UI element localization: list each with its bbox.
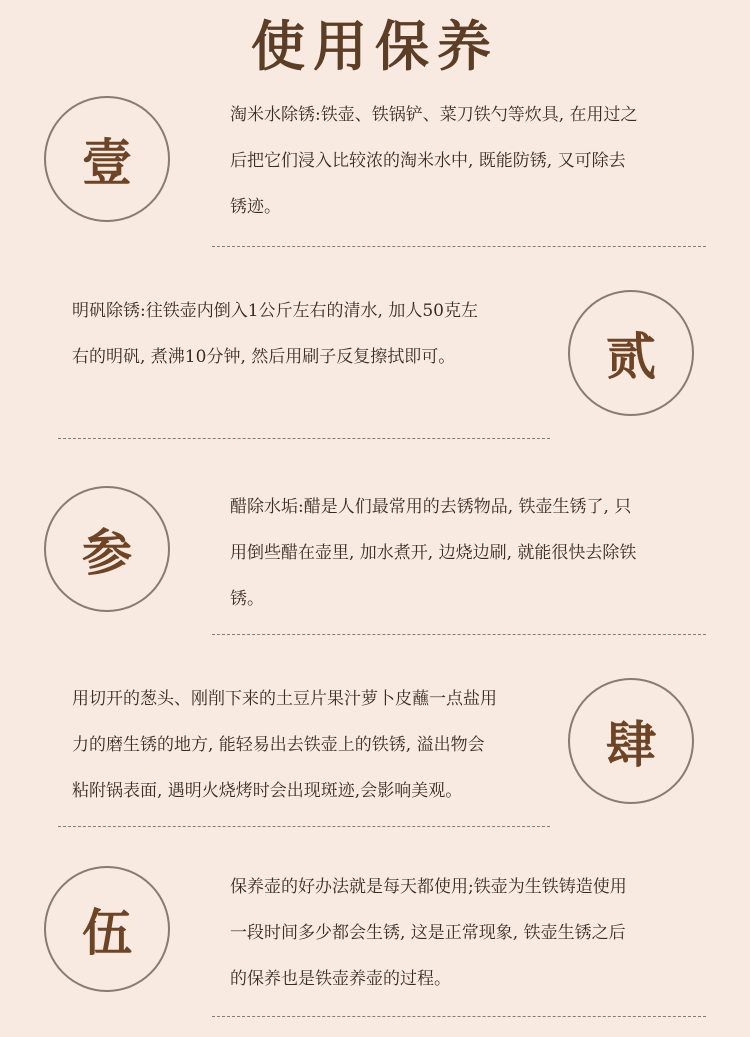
text-line: 用切开的葱头、刚削下来的土豆片果汁萝卜皮蘸一点盐用 — [72, 689, 497, 709]
numeral-badge: 肆 — [568, 678, 694, 804]
text-line: 明矾除锈:往铁壶内倒入1公斤左右的清水, 加人50克左 — [72, 301, 478, 321]
care-item-text — [230, 484, 700, 622]
text-line: 粘附锅表面, 遇明火烧烤时会出现斑迹,会影响美观。 — [72, 781, 463, 801]
dashed-divider — [58, 438, 550, 439]
numeral-badge: 壹 — [44, 96, 170, 222]
text-line: 力的磨生锈的地方, 能轻易出去铁壶上的铁锈, 溢出物会 — [72, 735, 485, 755]
text-line: 用倒些醋在壶里, 加水煮开, 边烧边刷, 就能很快去除铁 — [230, 543, 637, 563]
care-item-text — [72, 676, 552, 814]
dashed-divider — [212, 634, 706, 635]
dashed-divider — [58, 826, 550, 827]
dashed-divider — [212, 1016, 706, 1017]
text-line: 右的明矾, 煮沸10分钟, 然后用刷子反复擦拭即可。 — [72, 347, 456, 367]
care-item-text — [72, 288, 552, 380]
care-item-text — [230, 92, 700, 230]
text-line: 的保养也是铁壶养壶的过程。 — [230, 969, 451, 989]
text-line: 醋除水垢:醋是人们最常用的去锈物品, 铁壶生锈了, 只 — [230, 497, 632, 517]
text-line: 一段时间多少都会生锈, 这是正常现象, 铁壶生锈之后 — [230, 923, 626, 943]
text-line: 锈迹。 — [230, 197, 281, 217]
dashed-divider — [212, 246, 706, 247]
text-line: 保养壶的好办法就是每天都使用;铁壶为生铁铸造使用 — [230, 877, 627, 897]
text-line: 锈。 — [230, 589, 264, 609]
page-title: 使用保养 — [251, 14, 499, 78]
care-item-text — [230, 864, 700, 1002]
text-line: 后把它们浸入比较浓的淘米水中, 既能防锈, 又可除去 — [230, 151, 626, 171]
numeral-badge: 伍 — [44, 866, 170, 992]
text-line: 淘米水除锈:铁壶、铁锅铲、菜刀铁勺等炊具, 在用过之 — [230, 105, 638, 125]
numeral-badge: 参 — [44, 486, 170, 612]
numeral-badge: 贰 — [568, 290, 694, 416]
